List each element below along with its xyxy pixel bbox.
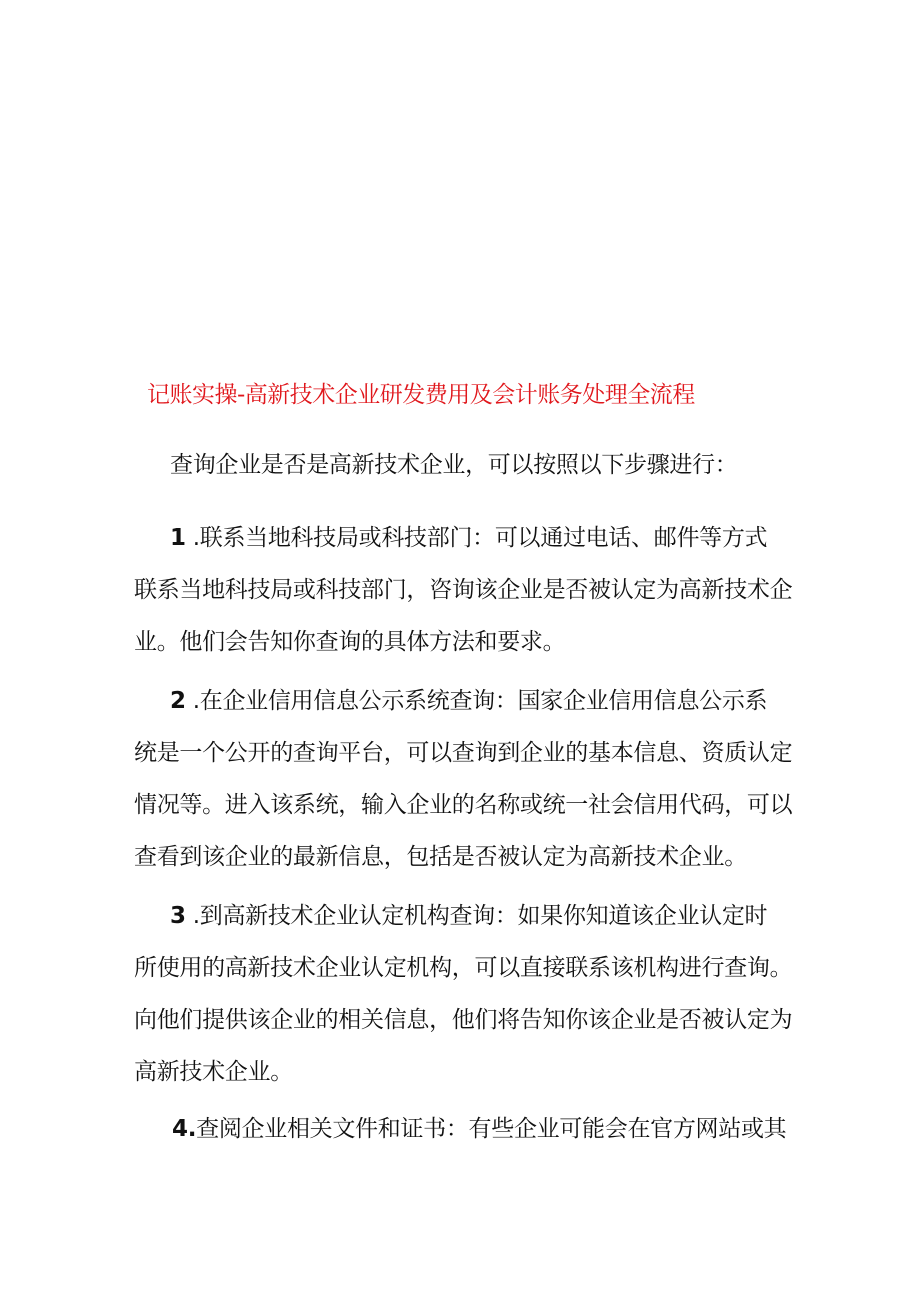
step-paragraph-2 — [134, 675, 806, 883]
step-1-number: 1 — [170, 525, 186, 551]
step-2-line-4: 查看到该企业的最新信息，包括是否被认定为高新技术企业。 — [134, 844, 747, 870]
step-1-line-1-text: .联系当地科技局或科技部门：可以通过电话、邮件等方式 — [185, 525, 768, 551]
step-1-line-2: 联系当地科技局或科技部门，咨询该企业是否被认定为高新技术企 — [134, 577, 793, 603]
step-2-number: 2 — [170, 688, 186, 714]
step-3-line-1-text: .到高新技术企业认定机构查询：如果你知道该企业认定时 — [185, 903, 768, 929]
intro-paragraph: 查询企业是否是高新技术企业，可以按照以下步骤进行： — [170, 452, 738, 478]
step-2-line-3: 情况等。进入该系统，输入企业的名称或统一社会信用代码，可以 — [134, 792, 793, 818]
step-3-number: 3 — [170, 903, 186, 929]
step-paragraph-3 — [134, 890, 806, 1098]
step-3-line-4: 高新技术企业。 — [134, 1059, 293, 1085]
step-paragraph-4 — [134, 1103, 806, 1155]
step-3-line-2: 所使用的高新技术企业认定机构，可以直接联系该机构进行查询。 — [134, 955, 793, 981]
step-2-line-1 — [134, 675, 806, 727]
document-title: 记账实操-高新技术企业研发费用及会计账务处理全流程 — [147, 382, 695, 408]
step-3-line-1 — [134, 890, 806, 942]
step-4-line-1-text: 查阅企业相关文件和证书：有些企业可能会在官方网站或其 — [196, 1116, 787, 1142]
step-2-line-1-text: .在企业信用信息公示系统查询：国家企业信用信息公示系 — [185, 688, 768, 714]
step-1-line-1 — [134, 512, 806, 564]
step-2-line-2: 统是一个公开的查询平台，可以查询到企业的基本信息、资质认定 — [134, 740, 793, 766]
step-1-line-3: 业。他们会告知你查询的具体方法和要求。 — [134, 629, 566, 655]
step-paragraph-1 — [134, 512, 806, 668]
step-4-number: 4. — [172, 1116, 197, 1142]
step-4-line-1 — [134, 1103, 806, 1155]
step-3-line-3: 向他们提供该企业的相关信息，他们将告知你该企业是否被认定为 — [134, 1007, 793, 1033]
